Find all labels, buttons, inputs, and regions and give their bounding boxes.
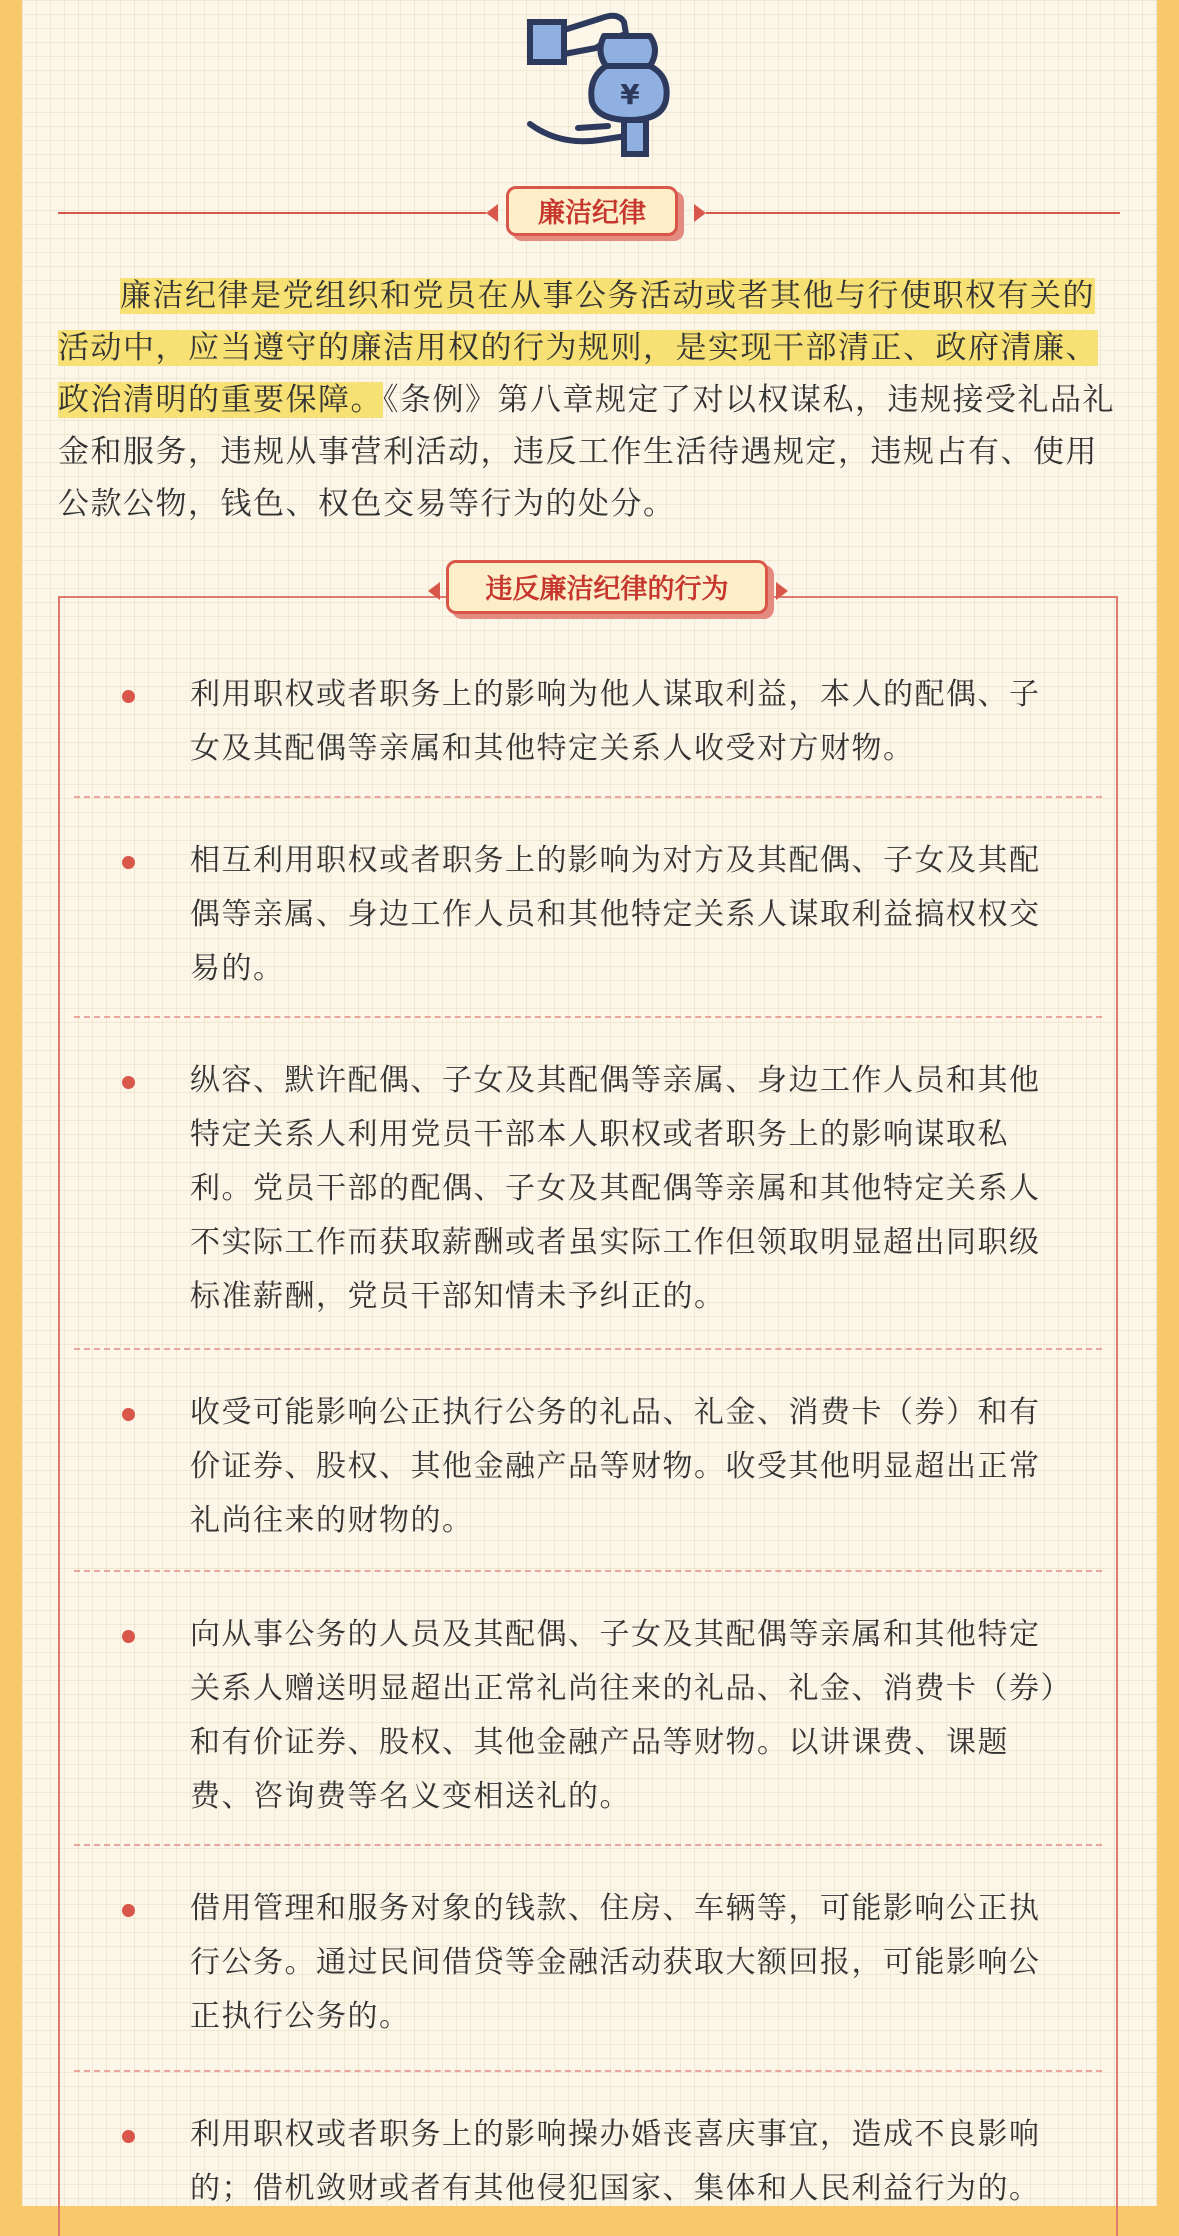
- divider-line-right: [706, 212, 1120, 214]
- list-item-text: 利用职权或者职务上的影响操办婚丧喜庆事宜，造成不良影响的；借机敛财或者有其他侵犯国家、集体和人民利益行为的。: [190, 2117, 1041, 2206]
- list-item-text: 相互利用职权或者职务上的影响为对方及其配偶、子女及其配偶等亲属、身边工作人员和其他特定关系人谋取利益搞权权交易的。: [190, 843, 1041, 986]
- list-item-text: 向从事公务的人员及其配偶、子女及其配偶等亲属和其他特定关系人赠送明显超出正常礼尚往来的礼品、礼金、消费卡（券）和有价证券、股权、其他金融产品等财物。以讲课费、课题费、咨询费等名义变相送礼的。: [190, 1617, 1057, 1814]
- hand-money-bag-icon: [500, 0, 680, 160]
- intro-rest: 《条例》第八章规定了对以权谋私，违规接受礼品礼金和服务，违规从事营利活动，违反工作生活待遇规定，违规占有、使用公款公物，钱色、权色交易等行为的处分。: [58, 382, 1115, 522]
- dashed-divider: [74, 1570, 1102, 1572]
- dashed-divider: [74, 1016, 1102, 1018]
- dashed-divider: [74, 2070, 1102, 2072]
- bullet-icon: [122, 1630, 135, 1643]
- section-title-badge: 廉洁纪律: [506, 186, 678, 236]
- violations-title-row: [428, 560, 788, 620]
- list-item-text: 收受可能影响公正执行公务的礼品、礼金、消费卡（券）和有价证券、股权、其他金融产品等财物。收受其他明显超出正常礼尚往来的财物的。: [190, 1395, 1041, 1538]
- bullet-icon: [122, 1904, 135, 1917]
- list-item-text: 利用职权或者职务上的影响为他人谋取利益，本人的配偶、子女及其配偶等亲属和其他特定关系人收受对方财物。: [190, 677, 1041, 766]
- dashed-divider: [74, 796, 1102, 798]
- intro-paragraph: [58, 270, 1124, 530]
- arrow-left-icon: [486, 204, 498, 222]
- divider-line-left: [58, 212, 486, 214]
- section-title-row: [58, 186, 1120, 242]
- violations-box: [58, 574, 1118, 2236]
- bullet-icon: [122, 856, 135, 869]
- bullet-icon: [122, 2130, 135, 2143]
- dashed-divider: [74, 1348, 1102, 1350]
- svg-text:¥: ¥: [620, 78, 640, 111]
- violations-title-badge: 违反廉洁纪律的行为: [446, 560, 768, 614]
- page: [22, 0, 1157, 2206]
- arrow-left-icon: [428, 582, 440, 600]
- dashed-divider: [74, 1844, 1102, 1846]
- bullet-icon: [122, 1408, 135, 1421]
- arrow-right-icon: [776, 582, 788, 600]
- bullet-icon: [122, 1076, 135, 1089]
- bullet-icon: [122, 690, 135, 703]
- arrow-right-icon: [694, 204, 706, 222]
- intro-highlight: 廉洁纪律是党组织和党员在从事公务活动或者其他与行使职权有关的活动中，应当遵守的廉洁用权的行为规则，是实现干部清正、政府清廉、政治清明的重要保障。: [58, 278, 1098, 418]
- list-item-text: 借用管理和服务对象的钱款、住房、车辆等，可能影响公正执行公务。通过民间借贷等金融活动获取大额回报，可能影响公正执行公务的。: [190, 1891, 1041, 2034]
- list-item-text: 纵容、默许配偶、子女及其配偶等亲属、身边工作人员和其他特定关系人利用党员干部本人职权或者职务上的影响谋取私利。党员干部的配偶、子女及其配偶等亲属和其他特定关系人不实际工作而获取薪酬或者虽实际工作但领取明显超出同职级标准薪酬，党员干部知情未予纠正的。: [190, 1063, 1041, 1314]
